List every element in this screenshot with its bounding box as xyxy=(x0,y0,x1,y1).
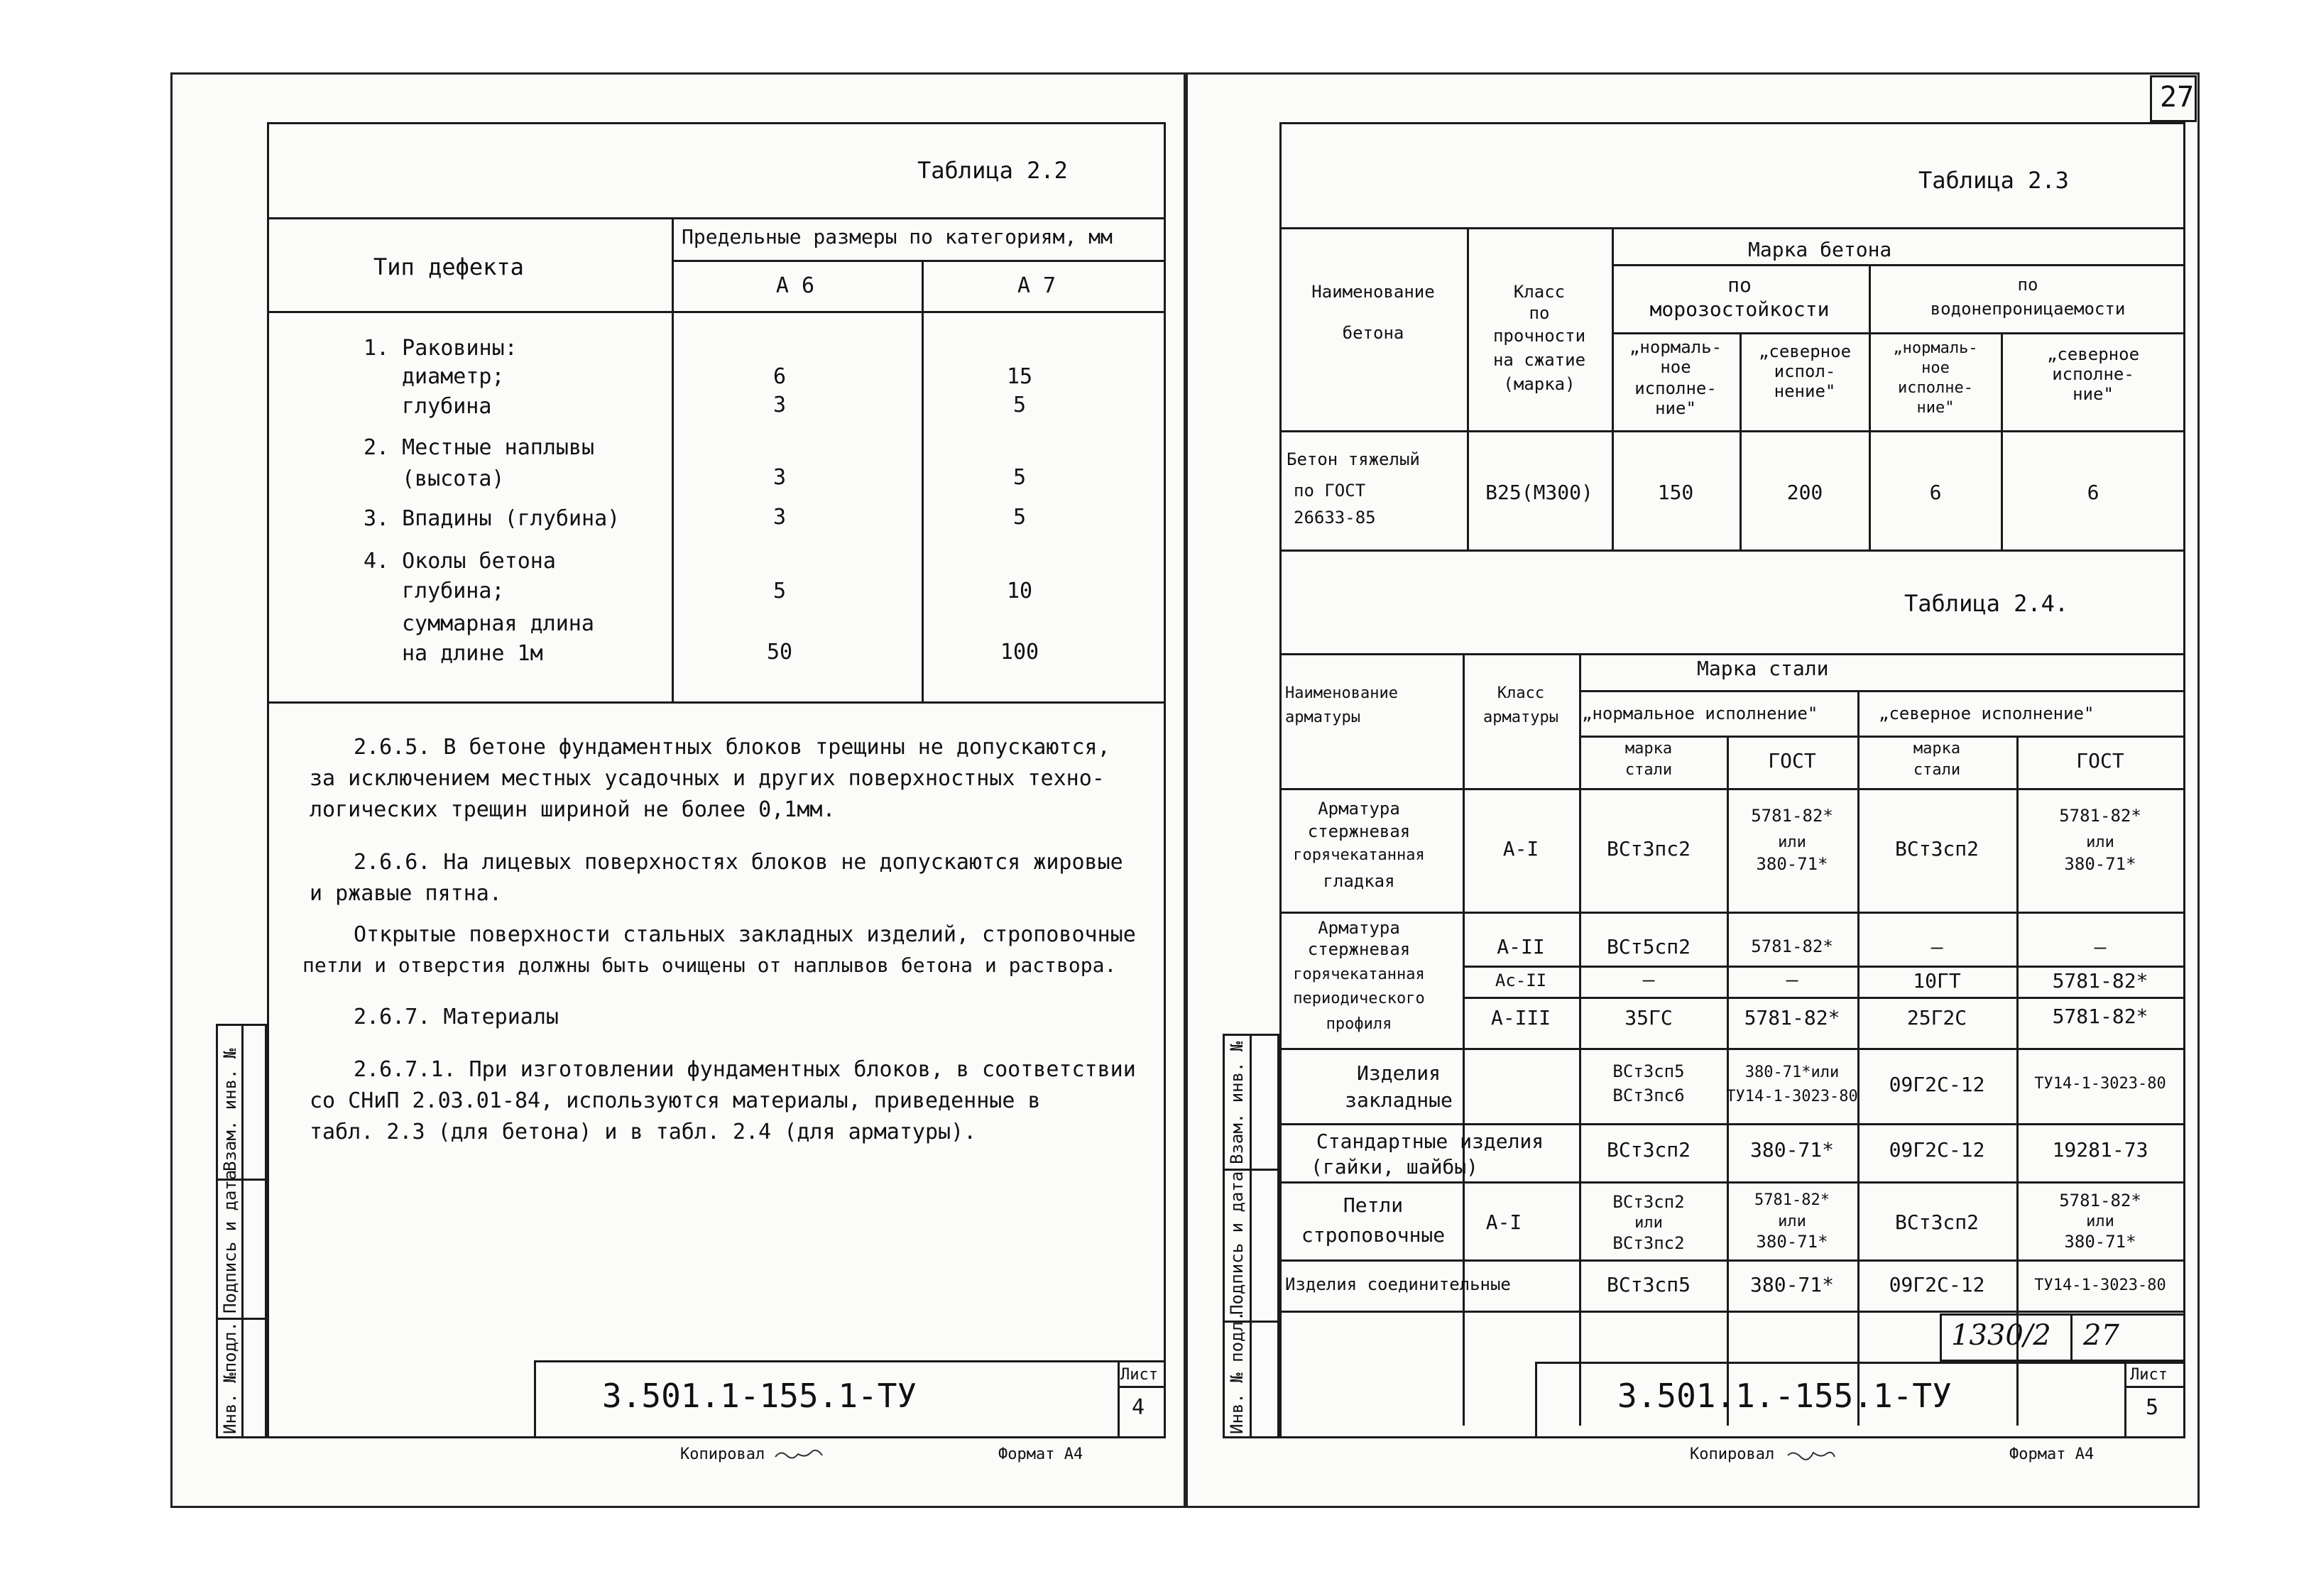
stamp-sign: Подпись и дата xyxy=(220,1169,240,1313)
paragraph-line: и ржавые пятна. xyxy=(310,881,502,906)
t24-r5-gost2: или xyxy=(2086,1213,2114,1230)
t23-h-normal2: ние" xyxy=(1916,399,1955,417)
defect-a6: 3 xyxy=(772,393,787,417)
t23-h-normal: ние" xyxy=(1655,398,1696,418)
footer-copied: Копировал xyxy=(680,1445,765,1463)
t24-r4-mark2: 09Г2С-12 xyxy=(1889,1138,1985,1162)
t24-r2c-gost: 5781-82* xyxy=(1744,1006,1840,1029)
list-number: 4 xyxy=(1132,1395,1145,1420)
t24-r3-gost: ТУ14-1-3023-80 xyxy=(1726,1088,1858,1105)
t23-h-north: нение" xyxy=(1774,381,1836,401)
defect-a6: 50 xyxy=(766,640,793,665)
t24-r1-name: горячекатанная xyxy=(1293,846,1425,864)
list-number: 5 xyxy=(2146,1395,2159,1420)
t24-r1-mark: ВСт3пс2 xyxy=(1606,837,1691,860)
t24-r1-gost2: или xyxy=(2086,833,2114,851)
t24-r2a-class: А-II xyxy=(1497,935,1545,958)
t23-h-class: по xyxy=(1529,303,1550,323)
paragraph-line: логических трещин шириной не более 0,1мм. xyxy=(310,797,836,822)
t24-r2-name: Арматура xyxy=(1318,918,1400,938)
t24-r2c-class: А-III xyxy=(1490,1006,1551,1029)
t24-h-name: арматуры xyxy=(1285,709,1360,726)
defect-row: (высота) xyxy=(402,466,505,491)
t24-r6-gost: 380-71* xyxy=(1749,1273,1835,1296)
t24-r2c-mark2: 25Г2С xyxy=(1906,1006,1967,1029)
t23-h-north2: исполне- xyxy=(2052,364,2134,384)
defect-row: на длине 1м xyxy=(402,641,543,666)
defect-row: 1. Раковины: xyxy=(364,336,518,361)
t24-r2-name: горячекатанная xyxy=(1293,966,1425,983)
t24-h-north: „северное исполнение" xyxy=(1879,704,2095,723)
t24-r6-mark: ВСт3сп5 xyxy=(1606,1273,1691,1296)
footer-format: Формат А4 xyxy=(998,1445,1083,1463)
stamp-inv: Инв. №подл. xyxy=(220,1321,240,1434)
table-2-2-title: Таблица 2.2 xyxy=(917,157,1068,184)
t24-r1-name: Арматура xyxy=(1318,799,1400,819)
t24-r1-gost2: 5781-82* xyxy=(2059,806,2141,826)
t24-r3-gost: 380-71*или xyxy=(1744,1064,1840,1081)
paragraph-line: табл. 2.3 (для бетона) и в табл. 2.4 (для арматуры). xyxy=(310,1120,977,1144)
t24-r5-gost: или xyxy=(1778,1213,1806,1230)
t24-r2b-mark2: 10ГТ xyxy=(1913,969,1961,993)
t24-r4-gost: 380-71* xyxy=(1749,1138,1835,1162)
t24-r2a-mark2: — xyxy=(1931,935,1943,958)
t24-h-mark: марка xyxy=(1624,740,1673,758)
col-a7: А 7 xyxy=(1017,273,1056,298)
t24-r2-name: профиля xyxy=(1326,1015,1392,1033)
t24-h-normal: „нормальное исполнение" xyxy=(1582,704,1818,723)
t24-r2a-gost: 5781-82* xyxy=(1751,936,1833,956)
signature-icon xyxy=(1786,1448,1836,1461)
defect-row: диаметр; xyxy=(402,364,505,389)
t24-h-name: Наименование xyxy=(1285,684,1398,702)
t24-r2b-gost2: 5781-82* xyxy=(2052,969,2148,993)
stamp-replace: Взам. инв. № xyxy=(220,1048,240,1171)
t24-r1-gost2: 380-71* xyxy=(2064,854,2136,874)
t24-r6-mark2: 09Г2С-12 xyxy=(1889,1273,1985,1296)
doc-code: 3.501.1-155.1-ТУ xyxy=(602,1377,917,1415)
defect-row: 3. Впадины (глубина) xyxy=(364,506,621,531)
t24-h-gost: ГОСТ xyxy=(1768,749,1816,772)
t24-r6-gost2: ТУ14-1-3023-80 xyxy=(2034,1277,2166,1294)
t24-r3-name: закладные xyxy=(1345,1088,1453,1112)
paragraph-line: петли и отверстия должны быть очищены от наплывов бетона и раствора. xyxy=(302,953,1117,977)
t23-h-grade: Марка бетона xyxy=(1748,238,1892,261)
t23-val: 200 xyxy=(1786,481,1823,504)
t24-r1-gost: 380-71* xyxy=(1756,854,1828,874)
t23-h-name: бетона xyxy=(1342,323,1404,343)
list-label: Лист xyxy=(2130,1366,2168,1384)
t23-h-normal2: ное xyxy=(1921,359,1950,377)
t24-r3-mark: ВСт3сп5 xyxy=(1612,1061,1685,1081)
t24-r2b-gost: — xyxy=(1786,968,1798,991)
paragraph-line: со СНиП 2.03.01-84, используются материалы, приведенные в xyxy=(310,1088,1041,1113)
t24-r1-mark2: ВСт3сп2 xyxy=(1894,837,1979,860)
t24-r5-gost: 380-71* xyxy=(1756,1232,1828,1252)
t24-r1-name: стержневая xyxy=(1307,821,1411,841)
defect-a7: 10 xyxy=(1006,579,1033,603)
t23-h-class: на сжатие xyxy=(1492,350,1586,370)
t23-h-normal: ное xyxy=(1660,357,1691,377)
signature-icon xyxy=(774,1448,824,1461)
t23-h-normal2: „нормаль- xyxy=(1893,339,1978,357)
t24-r5-mark: ВСт3пс2 xyxy=(1612,1233,1685,1253)
table-2-3-title: Таблица 2.3 xyxy=(1918,167,2069,194)
t24-r4-mark: ВСт3сп2 xyxy=(1606,1138,1691,1162)
defect-a6: 3 xyxy=(772,465,787,490)
footer-format: Формат А4 xyxy=(2009,1445,2095,1463)
defect-row: глубина xyxy=(402,394,492,419)
t23-h-frost: морозостойкости xyxy=(1649,297,1830,321)
t24-r1-name: гладкая xyxy=(1323,871,1395,891)
t24-r2b-class: Ас-II xyxy=(1495,971,1547,990)
t24-r5-mark: или xyxy=(1634,1214,1663,1232)
defect-a7: 5 xyxy=(1012,505,1027,530)
t23-h-water: по xyxy=(2017,275,2038,295)
doc-code: 3.501.1.-155.1-ТУ xyxy=(1617,1377,1952,1415)
t24-r3-gost2: ТУ14-1-3023-80 xyxy=(2034,1075,2166,1093)
stamp-sign: Подпись и дата xyxy=(1227,1171,1247,1315)
t23-h-normal: „нормаль- xyxy=(1629,337,1722,357)
paragraph-line: Открытые поверхности стальных закладных изделий, строповочные xyxy=(354,922,1136,947)
paragraph-line: 2.6.6. На лицевых поверхностях блоков не допускаются жировые xyxy=(354,850,1123,875)
t23-val: 6 xyxy=(1929,481,1942,504)
inventory-sheet: 27 xyxy=(2083,1319,2119,1352)
defect-a6: 6 xyxy=(772,364,787,389)
col-a6: А 6 xyxy=(775,273,815,298)
t23-h-class: (марка) xyxy=(1503,374,1576,394)
defect-row: суммарная длина xyxy=(402,611,594,636)
t24-r1-class: А-I xyxy=(1502,837,1539,860)
t24-r3-mark2: 09Г2С-12 xyxy=(1889,1073,1985,1096)
t24-r2a-mark: ВСт5сп2 xyxy=(1606,935,1691,958)
t23-h-water: водонепроницаемости xyxy=(1930,299,2126,319)
table-2-4-title: Таблица 2.4. xyxy=(1904,590,2069,617)
t24-r5-mark2: ВСт3сп2 xyxy=(1894,1210,1979,1234)
t24-r5-name: Петли xyxy=(1343,1193,1404,1217)
defect-a7: 5 xyxy=(1012,465,1027,490)
t24-r5-gost: 5781-82* xyxy=(1754,1191,1830,1209)
t24-r5-class: А-I xyxy=(1485,1210,1522,1234)
t23-row-name: Бетон тяжелый xyxy=(1287,449,1420,469)
t23-h-frost: по xyxy=(1727,273,1752,297)
t23-h-name: Наименование xyxy=(1311,282,1435,302)
defect-a7: 5 xyxy=(1012,393,1027,417)
t23-h-north2: „северное xyxy=(2046,344,2140,364)
t24-r2c-mark: 35ГС xyxy=(1624,1006,1673,1029)
t24-h-class: Класс xyxy=(1497,684,1545,702)
t24-r6-name: Изделия соединительные xyxy=(1285,1274,1511,1294)
t24-h-steel: Марка стали xyxy=(1697,657,1829,680)
t24-h-mark2: стали xyxy=(1913,761,1961,779)
t24-r3-mark: ВСт3пс6 xyxy=(1612,1086,1685,1105)
t24-r1-gost: или xyxy=(1778,833,1806,851)
col-defect-type: Тип дефекта xyxy=(373,253,524,280)
paragraph-line: 2.6.5. В бетоне фундаментных блоков трещины не допускаются, xyxy=(354,735,1110,760)
t24-r2-name: стержневая xyxy=(1307,939,1411,959)
t23-h-north: „северное xyxy=(1758,341,1852,361)
defect-a7: 100 xyxy=(1000,640,1039,665)
t23-h-normal: исполне- xyxy=(1634,378,1717,398)
stamp-replace: Взам. инв. № xyxy=(1227,1041,1247,1164)
t23-h-north: испол- xyxy=(1774,361,1836,381)
t24-r2-name: периодического xyxy=(1293,990,1425,1007)
t24-r5-name: строповочные xyxy=(1301,1223,1446,1247)
t24-r5-mark: ВСт3сп2 xyxy=(1612,1192,1685,1212)
t24-r2a-gost2: — xyxy=(2094,935,2107,958)
t24-r5-gost2: 380-71* xyxy=(2064,1232,2136,1252)
defect-a6: 5 xyxy=(772,579,787,603)
t24-r2c-gost2: 5781-82* xyxy=(2052,1005,2148,1028)
defect-row: 4. Околы бетона xyxy=(364,549,556,574)
list-label: Лист xyxy=(1120,1366,1158,1384)
t24-h-mark2: марка xyxy=(1913,740,1961,758)
defect-a6: 3 xyxy=(772,505,787,530)
t24-r2b-mark: — xyxy=(1642,968,1655,991)
stamp-inv: Инв. № подл. xyxy=(1227,1311,1247,1434)
paragraph-line: за исключением местных усадочных и других поверхностных техно- xyxy=(310,766,1105,791)
col-limits: Предельные размеры по категориям, мм xyxy=(682,225,1113,248)
t24-r5-gost2: 5781-82* xyxy=(2059,1191,2141,1210)
paragraph-line: 2.6.7.1. При изготовлении фундаментных блоков, в соответствии xyxy=(354,1057,1136,1082)
t23-row-name: 26633-85 xyxy=(1294,508,1376,528)
t24-r1-gost: 5781-82* xyxy=(1751,806,1833,826)
t24-h-gost2: ГОСТ xyxy=(2076,749,2124,772)
t24-r4-name: (гайки, шайбы) xyxy=(1310,1155,1479,1179)
t23-h-normal2: исполне- xyxy=(1898,379,1973,397)
sheet-number: 27 xyxy=(2160,81,2195,114)
footer-copied: Копировал xyxy=(1690,1445,1775,1463)
t24-r4-gost2: 19281-73 xyxy=(2052,1138,2148,1162)
t23-row-name: по ГОСТ xyxy=(1294,481,1366,501)
defect-row: глубина; xyxy=(402,579,505,603)
t24-h-class: арматуры xyxy=(1483,709,1558,726)
t24-h-mark: стали xyxy=(1624,761,1673,779)
t23-val: 150 xyxy=(1657,481,1694,504)
t24-r3-name: Изделия xyxy=(1356,1061,1441,1085)
defect-a7: 15 xyxy=(1006,364,1033,389)
t23-h-north2: ние" xyxy=(2073,384,2114,404)
t23-h-class: Класс xyxy=(1513,282,1566,302)
t23-val: 6 xyxy=(2087,481,2099,504)
t23-h-class: прочности xyxy=(1492,326,1586,346)
inventory-number: 1330/2 xyxy=(1951,1319,2051,1352)
t24-r4-name: Стандартные изделия xyxy=(1316,1130,1544,1153)
defect-row: 2. Местные наплывы xyxy=(364,435,595,460)
paragraph-line: 2.6.7. Материалы xyxy=(354,1005,559,1029)
t23-row-class: В25(М300) xyxy=(1485,481,1593,504)
